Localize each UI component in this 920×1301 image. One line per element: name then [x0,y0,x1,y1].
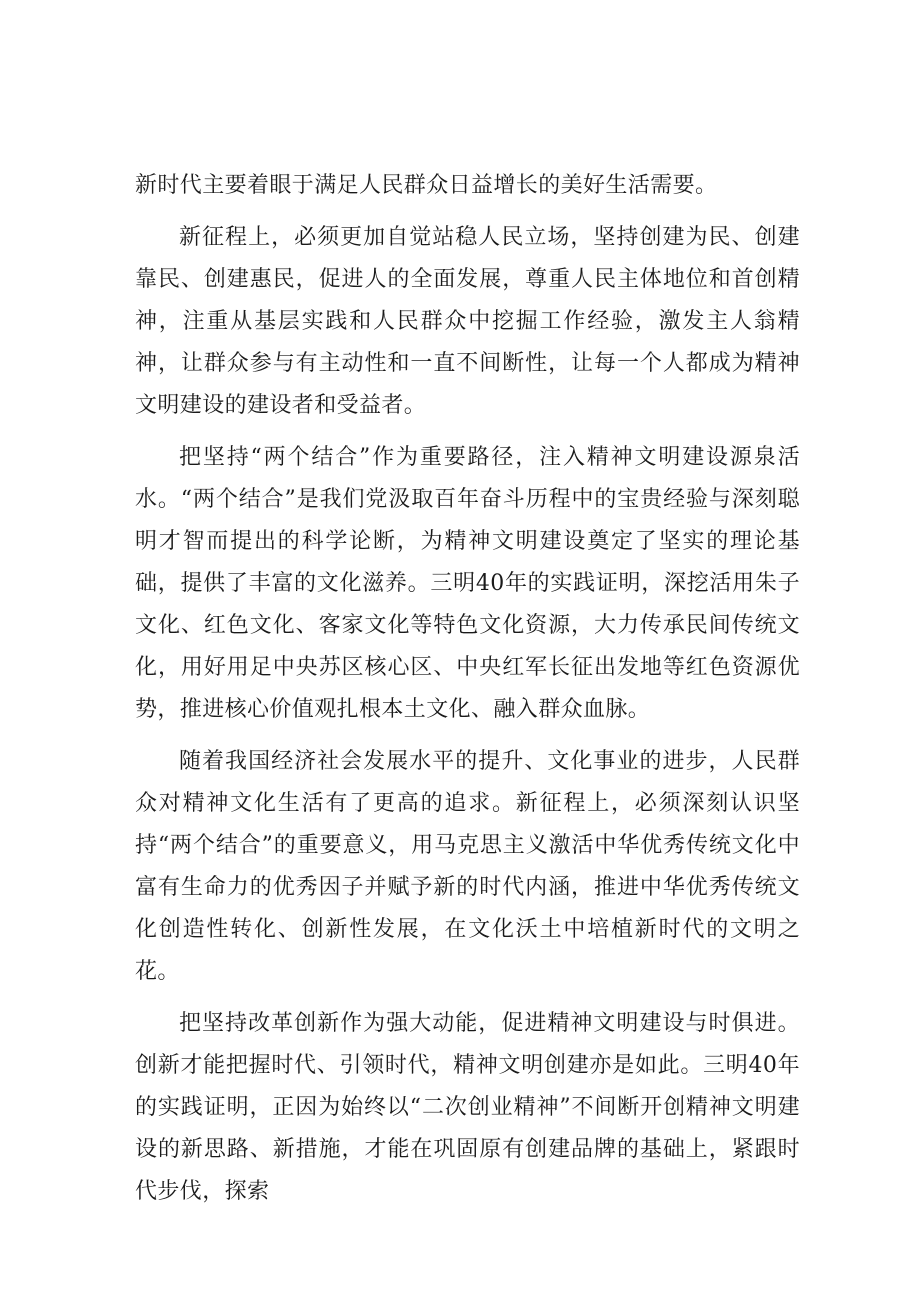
paragraph-5: 把坚持改革创新作为强大动能，促进精神文明建设与时俱进。创新才能把握时代、引领时代，精神文明创建亦是如此。三明40年的实践证明，正因为始终以“二次创业精神”不间断开创精神文明建设的新思路、新措施，才能在巩固原有创建品牌的基础上，紧跟时代步伐，探索 [135,1011,800,1204]
paragraph-2: 新征程上，必须更加自觉站稳人民立场，坚持创建为民、创建靠民、创建惠民，促进人的全面发展，尊重人民主体地位和首创精神，注重从基层实践和人民群众中挖掘工作经验，激发主人翁精神，让群众参与有主动性和一直不间断性，让每一个人都成为精神文明建设的建设者和受益者。 [135,225,800,418]
paragraph-1: 新时代主要着眼于满足人民群众日益增长的美好生活需要。 [135,173,718,198]
paragraph-3: 把坚持“两个结合”作为重要路径，注入精神文明建设源泉活水。“两个结合”是我们党汲取百年奋斗历程中的宝贵经验与深刻聪明才智而提出的科学论断，为精神文明建设奠定了坚实的理论基础，提供了丰富的文化滋养。三明40年的实践证明，深挖活用朱子文化、红色文化、客家文化等特色文化资源，大力传承民间传统文化，用好用足中央苏区核心区、中央红军长征出发地等红色资源优势，推进核心价值观扎根本土文化、融入群众血脉。 [135,445,800,722]
document-body [135,165,800,1213]
paragraph-4: 随着我国经济社会发展水平的提升、文化事业的进步，人民群众对精神文化生活有了更高的追求。新征程上，必须深刻认识坚持“两个结合”的重要意义，用马克思主义激活中华优秀传统文化中富有生命力的优秀因子并赋予新的时代内涵，推进中华优秀传统文化创造性转化、创新性发展，在文化沃土中培植新时代的文明之花。 [135,749,800,984]
